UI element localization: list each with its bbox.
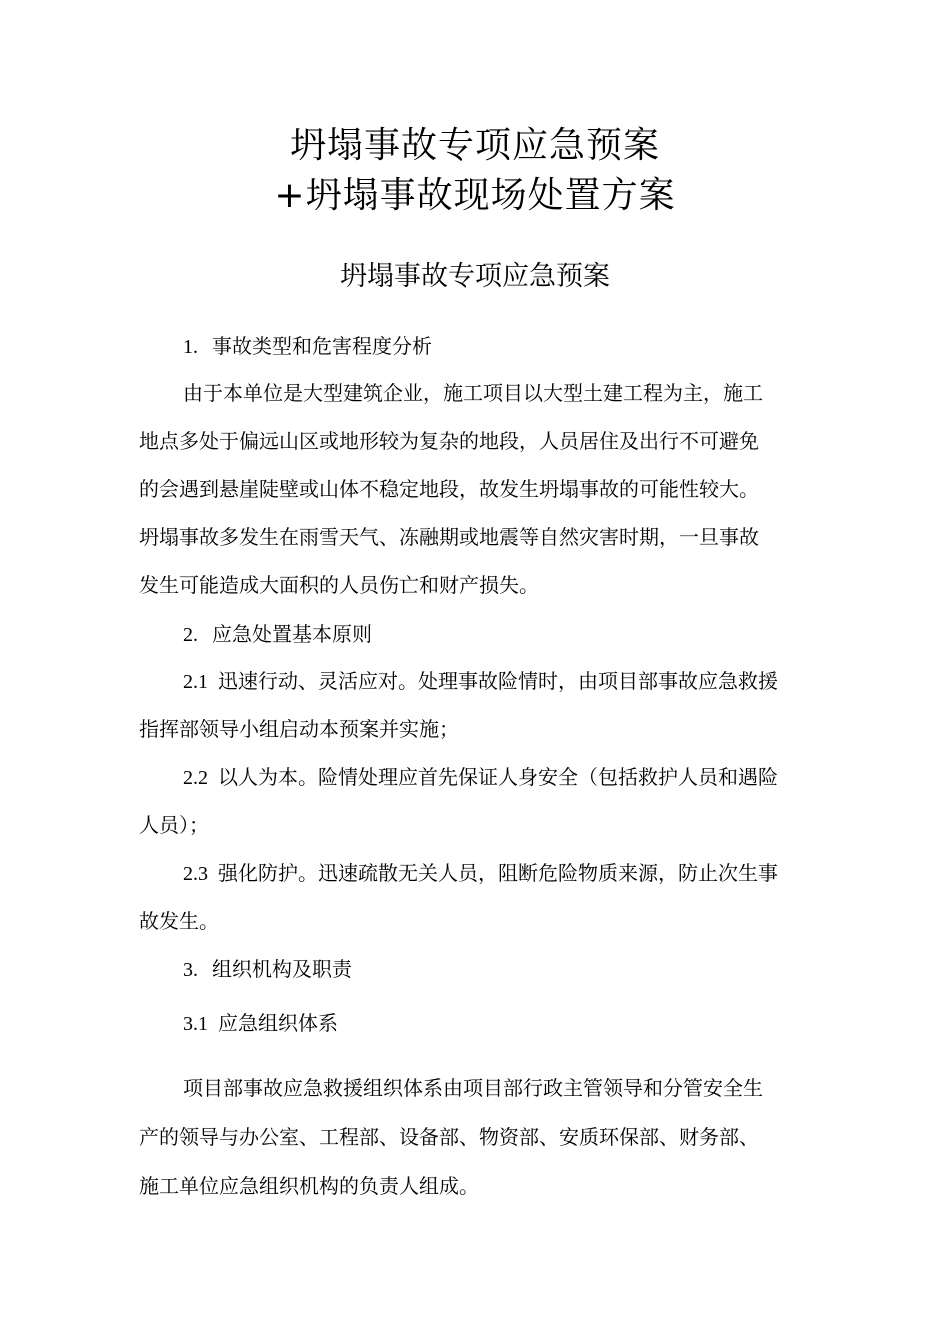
section-3-1-heading — [183, 1009, 338, 1038]
section-1-heading — [183, 332, 432, 361]
section-1-para-line: 地点多处于偏远山区或地形较为复杂的地段，人员居住及出行不可避免 — [139, 429, 759, 453]
section-2-1-text-cont: 指挥部领导小组启动本预案并实施； — [139, 717, 459, 741]
section-2-2-number: 2.2 — [183, 767, 208, 789]
section-1-number: 1. — [183, 336, 198, 358]
section-1-para-line: 坍塌事故多发生在雨雪天气、冻融期或地震等自然灾害时期，一旦事故 — [139, 525, 759, 549]
section-2-1-line — [183, 667, 778, 696]
section-3-1-para-line: 项目部事故应急救援组织体系由项目部行政主管领导和分管安全生 — [183, 1076, 763, 1100]
section-2-3-number: 2.3 — [183, 863, 208, 885]
section-subtitle: 坍塌事故专项应急预案 — [340, 261, 610, 292]
section-2-2-text: 以人为本。险情处理应首先保证人身安全（包括救护人员和遇险 — [218, 765, 778, 789]
section-2-1-text: 迅速行动、灵活应对。处理事故险情时，由项目部事故应急救援 — [218, 669, 778, 693]
section-1-para-line: 的会遇到悬崖陡壁或山体不稳定地段，故发生坍塌事故的可能性较大。 — [139, 477, 759, 501]
section-3-1-number: 3.1 — [183, 1013, 208, 1035]
section-1-para-line: 发生可能造成大面积的人员伤亡和财产损失。 — [139, 573, 539, 597]
section-1-title: 事故类型和危害程度分析 — [212, 334, 432, 358]
section-2-3-text-cont: 故发生。 — [139, 909, 219, 933]
document-title-line1: 坍塌事故专项应急预案 — [289, 125, 660, 166]
section-2-title: 应急处置基本原则 — [212, 622, 372, 646]
section-2-3-text: 强化防护。迅速疏散无关人员，阻断危险物质来源，防止次生事 — [218, 861, 778, 885]
section-3-heading — [183, 955, 352, 984]
section-2-3-line — [183, 859, 778, 888]
document-title-line2: +坍塌事故现场处置方案 — [274, 175, 676, 216]
section-2-heading — [183, 620, 372, 649]
section-3-1-para-line: 产的领导与办公室、工程部、设备部、物资部、安质环保部、财务部、 — [139, 1125, 759, 1149]
section-1-para-line: 由于本单位是大型建筑企业，施工项目以大型土建工程为主，施工 — [183, 381, 763, 405]
section-3-1-para-line: 施工单位应急组织机构的负责人组成。 — [139, 1174, 479, 1198]
section-2-2-line — [183, 763, 778, 792]
section-3-1-title: 应急组织体系 — [218, 1011, 338, 1035]
section-2-2-text-cont: 人员）； — [139, 813, 209, 837]
section-2-1-number: 2.1 — [183, 671, 208, 693]
section-3-title: 组织机构及职责 — [212, 957, 352, 981]
section-3-number: 3. — [183, 959, 198, 981]
section-2-number: 2. — [183, 624, 198, 646]
